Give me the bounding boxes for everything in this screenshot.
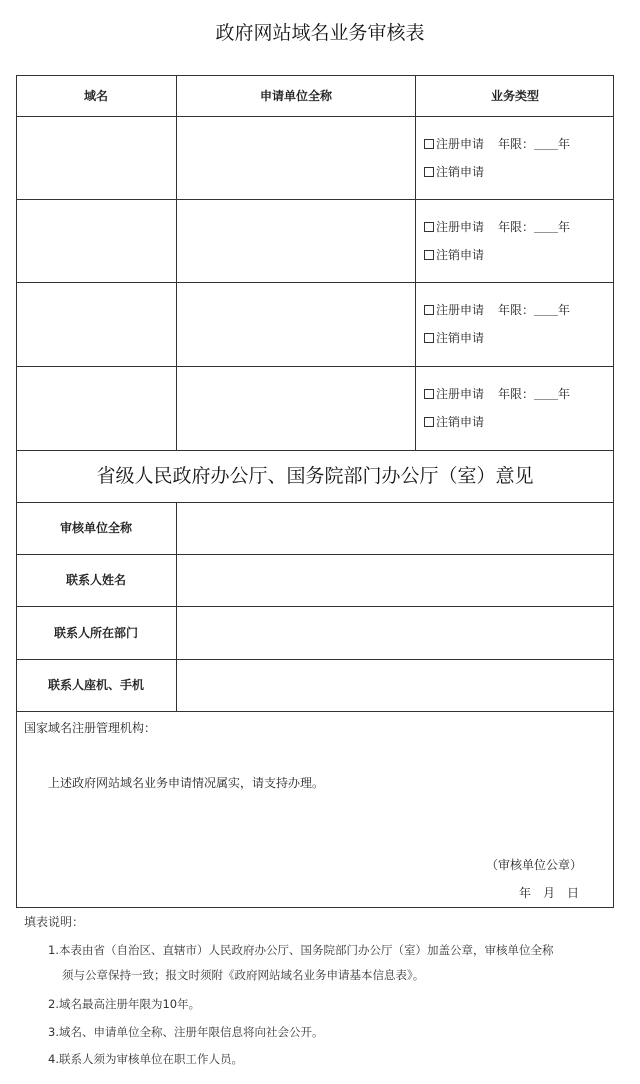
header-domain: 域名 bbox=[83, 89, 108, 103]
term-unit: 年 bbox=[558, 137, 571, 151]
term-blank[interactable]: ＿＿ bbox=[534, 137, 559, 151]
contact-phone-label: 联系人座机、手机 bbox=[47, 678, 144, 692]
unit-name-cell-3[interactable] bbox=[177, 283, 415, 366]
seal-note: （审核单位公章） bbox=[486, 858, 583, 872]
contact-name-field[interactable] bbox=[177, 555, 613, 606]
cancel-checkbox[interactable] bbox=[424, 250, 434, 260]
term-label: 年限： bbox=[498, 387, 535, 401]
cancel-label: 注销申请 bbox=[436, 415, 485, 429]
term-label: 年限： bbox=[498, 137, 535, 151]
register-checkbox[interactable] bbox=[424, 389, 434, 399]
cancel-option[interactable] bbox=[424, 246, 484, 263]
cancel-label: 注销申请 bbox=[436, 248, 485, 262]
term-label: 年限： bbox=[498, 303, 535, 317]
note-item-2: 2.域名最高注册年限为10年。 bbox=[48, 997, 201, 1011]
domain-cell-3[interactable] bbox=[17, 283, 176, 366]
cancel-label: 注销申请 bbox=[436, 331, 485, 345]
column-divider bbox=[415, 75, 416, 450]
reviewer-unit-label: 审核单位全称 bbox=[59, 521, 132, 535]
contact-phone-field[interactable] bbox=[177, 660, 613, 711]
row-divider bbox=[16, 711, 614, 712]
note-item-1: 1.本表由省（自治区、直辖市）人民政府办公厅、国务院部门办公厅（室）加盖公章，审核单位全称 bbox=[48, 943, 554, 957]
cancel-option[interactable] bbox=[424, 413, 484, 430]
note-item-1-continued: 须与公章保持一致；报文时须附《政府网站域名业务申请基本信息表》。 bbox=[62, 968, 425, 982]
contact-name-label: 联系人姓名 bbox=[65, 573, 126, 587]
register-label: 注册申请 bbox=[436, 387, 485, 401]
reviewer-unit-field[interactable] bbox=[177, 503, 613, 554]
register-checkbox[interactable] bbox=[424, 222, 434, 232]
register-label: 注册申请 bbox=[436, 137, 485, 151]
term-unit: 年 bbox=[558, 303, 571, 317]
term-unit: 年 bbox=[558, 387, 571, 401]
domain-cell-2[interactable] bbox=[17, 200, 176, 282]
register-label: 注册申请 bbox=[436, 303, 485, 317]
register-checkbox[interactable] bbox=[424, 305, 434, 315]
notes-heading: 填表说明： bbox=[24, 915, 85, 929]
registry-label: 国家域名注册管理机构： bbox=[24, 721, 157, 735]
term-unit: 年 bbox=[558, 220, 571, 234]
register-option[interactable] bbox=[424, 135, 570, 152]
unit-name-cell-1[interactable] bbox=[177, 117, 415, 199]
cancel-checkbox[interactable] bbox=[424, 167, 434, 177]
term-blank[interactable]: ＿＿ bbox=[534, 387, 559, 401]
unit-name-cell-2[interactable] bbox=[177, 200, 415, 282]
domain-cell-4[interactable] bbox=[17, 367, 176, 450]
term-label: 年限： bbox=[498, 220, 535, 234]
register-option[interactable] bbox=[424, 301, 570, 318]
opinion-section-title: 省级人民政府办公厅、国务院部门办公厅（室）意见 bbox=[96, 465, 534, 487]
register-option[interactable] bbox=[424, 385, 570, 402]
note-item-4: 4.联系人须为审核单位在职工作人员。 bbox=[48, 1052, 243, 1066]
cancel-option[interactable] bbox=[424, 329, 484, 346]
cancel-option[interactable] bbox=[424, 163, 484, 180]
term-blank[interactable]: ＿＿ bbox=[534, 303, 559, 317]
cancel-label: 注销申请 bbox=[436, 165, 485, 179]
header-unit-name: 申请单位全称 bbox=[259, 89, 332, 103]
term-blank[interactable]: ＿＿ bbox=[534, 220, 559, 234]
domain-cell-1[interactable] bbox=[17, 117, 176, 199]
date-line: 年 月 日 bbox=[519, 886, 580, 900]
register-checkbox[interactable] bbox=[424, 139, 434, 149]
note-item-3: 3.域名、申请单位全称、注册年限信息将向社会公开。 bbox=[48, 1025, 324, 1039]
contact-department-label: 联系人所在部门 bbox=[53, 626, 138, 640]
form-title: 政府网站域名业务审核表 bbox=[215, 22, 425, 44]
cancel-checkbox[interactable] bbox=[424, 333, 434, 343]
register-label: 注册申请 bbox=[436, 220, 485, 234]
registry-statement: 上述政府网站域名业务申请情况属实，请支持办理。 bbox=[48, 776, 325, 790]
register-option[interactable] bbox=[424, 218, 570, 235]
contact-department-field[interactable] bbox=[177, 607, 613, 659]
unit-name-cell-4[interactable] bbox=[177, 367, 415, 450]
header-business-type: 业务类型 bbox=[490, 89, 539, 103]
cancel-checkbox[interactable] bbox=[424, 417, 434, 427]
